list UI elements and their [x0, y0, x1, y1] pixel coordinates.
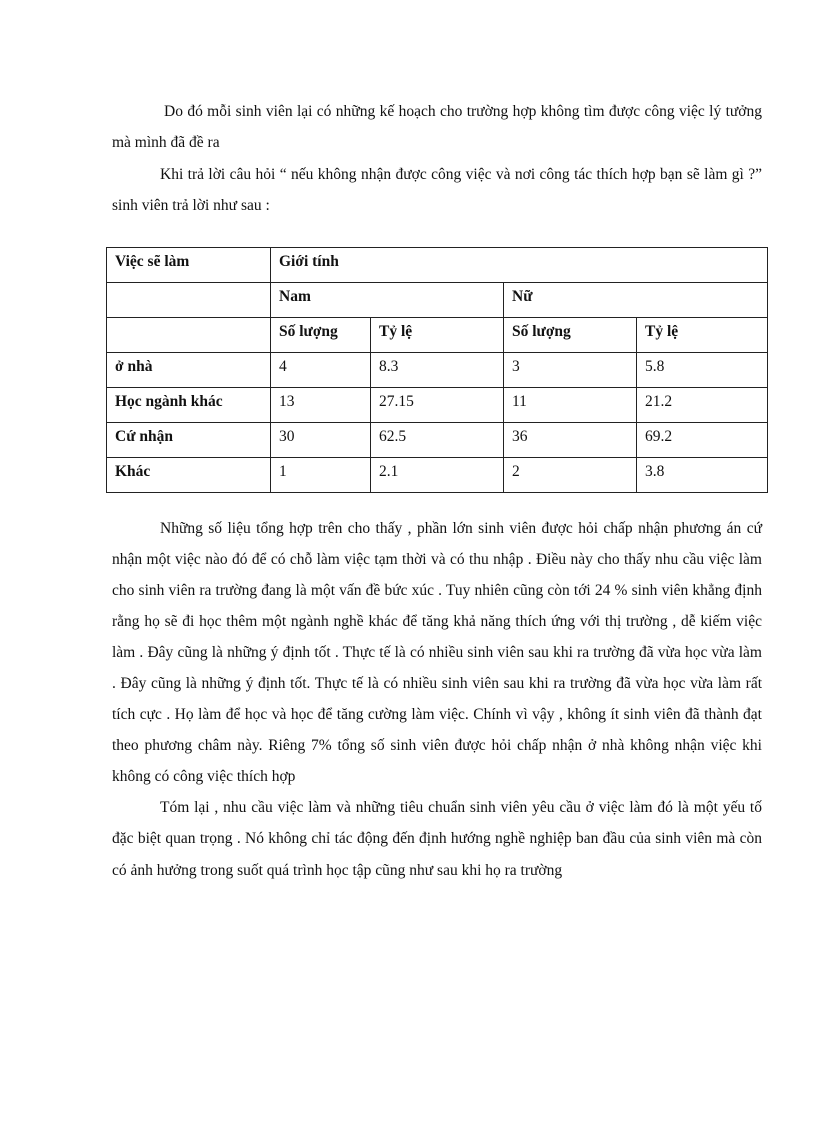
header-gender: Giới tính: [271, 247, 768, 282]
header-male: Nam: [271, 282, 504, 317]
female-count-cell: 3: [504, 352, 637, 387]
female-count-cell: 36: [504, 422, 637, 457]
header-female: Nữ: [504, 282, 768, 317]
intro-paragraph-1: Do đó mỗi sinh viên lại có những kế hoạch cho trường hợp không tìm được công việc lý tưởng mà mình đã đề ra: [112, 103, 762, 152]
empty-cell: [107, 317, 271, 352]
male-count-cell: 13: [271, 387, 371, 422]
header-male-count: Số lượng: [271, 317, 371, 352]
male-ratio-cell: 62.5: [371, 422, 504, 457]
table-row: [107, 387, 768, 422]
document-page: [112, 96, 762, 886]
survey-table: [106, 247, 768, 493]
body-paragraph-1: Những số liệu tổng hợp trên cho thấy , phần lớn sinh viên được hỏi chấp nhận phương án cứ nhận một việc nào đó để có chỗ làm việc tạm thời và có thu nhập . Điều này cho thấy nhu cầu việc làm cho sinh viên ra trường đang là một vấn đề bức xúc . Tuy nhiên cũng còn tới 24 % sinh viên khẳng định rằng họ sẽ đi học thêm một ngành nghề khác để tăng khả năng thích ứng với thị trường , dễ kiếm việc làm . Đây cũng là những ý định tốt . Thực tế là có nhiều sinh viên sau khi ra trường đã vừa học vừa làm . Đây cũng là những ý định tốt. Thực tế là có nhiều sinh viên sau khi ra trường đã vừa học vừa làm rất tích cực . Họ làm để học và học để tăng cường làm việc. Chính vì vậy , không ít sinh viên đã thành đạt theo phương châm này. Riêng 7% tổng số sinh viên được hỏi chấp nhận ở nhà không nhận việc khi không có công việc thích hợp: [112, 519, 762, 785]
male-count-cell: 1: [271, 457, 371, 492]
table-row: [107, 352, 768, 387]
intro-paragraph-2: Khi trả lời câu hỏi “ nếu không nhận được công việc và nơi công tác thích hợp bạn sẽ làm gì ?” sinh viên trả lời như sau :: [112, 165, 762, 215]
table-row: [107, 422, 768, 457]
male-count-cell: 30: [271, 422, 371, 457]
male-count-cell: 4: [271, 352, 371, 387]
female-ratio-cell: 5.8: [637, 352, 768, 387]
male-ratio-cell: 27.15: [371, 387, 504, 422]
table-subheader-row: [107, 317, 768, 352]
header-task: Việc sẽ làm: [107, 247, 271, 282]
survey-table-wrapper: [106, 247, 762, 493]
row-label: Cứ nhận: [107, 422, 271, 457]
header-male-ratio: Tỷ lệ: [371, 317, 504, 352]
row-label: Học ngành khác: [107, 387, 271, 422]
female-count-cell: 2: [504, 457, 637, 492]
row-label: ở nhà: [107, 352, 271, 387]
body-paragraph-2: Tóm lại , nhu cầu việc làm và những tiêu chuẩn sinh viên yêu cầu ở việc làm đó là một yếu tố đặc biệt quan trọng . Nó không chỉ tác động đến định hướng nghề nghiệp ban đầu của sinh viên mà còn có ảnh hưởng trong suốt quá trình học tập cũng như sau khi họ ra trường: [112, 798, 762, 879]
table-row: [107, 457, 768, 492]
header-female-count: Số lượng: [504, 317, 637, 352]
row-label: Khác: [107, 457, 271, 492]
table-gender-row: [107, 282, 768, 317]
header-female-ratio: Tỷ lệ: [637, 317, 768, 352]
table-header-row: [107, 247, 768, 282]
female-count-cell: 11: [504, 387, 637, 422]
empty-cell: [107, 282, 271, 317]
male-ratio-cell: 8.3: [371, 352, 504, 387]
female-ratio-cell: 69.2: [637, 422, 768, 457]
female-ratio-cell: 21.2: [637, 387, 768, 422]
female-ratio-cell: 3.8: [637, 457, 768, 492]
male-ratio-cell: 2.1: [371, 457, 504, 492]
